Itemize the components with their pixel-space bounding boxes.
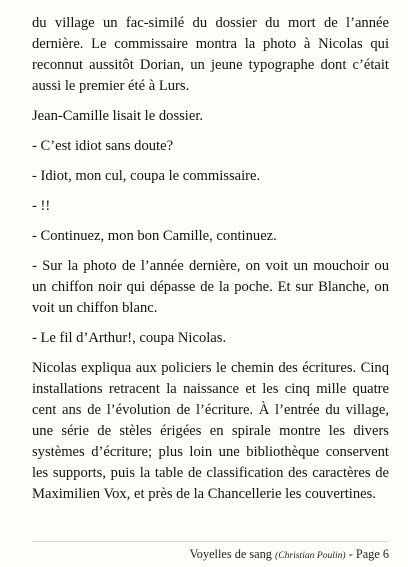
dialogue-line: - !! xyxy=(32,198,51,214)
page-number: - Page 6 xyxy=(348,547,389,561)
dialogue-line: - Continuez, mon bon Camille, continuez. xyxy=(32,228,277,244)
dialogue-line: - C’est idiot sans doute? xyxy=(32,138,174,154)
dialogue-line: - Le fil d’Arthur!, coupa Nicolas. xyxy=(32,330,227,346)
dialogue-line: - Idiot, mon cul, coupa le commissaire. xyxy=(32,168,261,184)
paragraph: du village un fac-similé du dossier du mort de l’année dernière. Le commissaire montra la photo à Nicolas qui reconnut aussitôt Dorian, un jeune typographe dont c’était aussi le premier été à Lurs. xyxy=(32,15,389,94)
page-footer xyxy=(190,547,390,563)
footer-divider xyxy=(32,541,389,542)
book-title: Voyelles de sang xyxy=(189,547,272,561)
paragraph: Jean-Camille lisait le dossier. xyxy=(32,108,204,124)
dialogue-line: - Sur la photo de l’année dernière, on voit un mouchoir ou un chiffon noir qui dépasse de la poche. Et sur Blanche, on voit un chiffon blanc. xyxy=(32,258,389,316)
author-name: (Christian Poulin) xyxy=(275,550,346,561)
page-body xyxy=(32,13,389,514)
paragraph: Nicolas expliqua aux policiers le chemin des écritures. Cinq installations retracent la naissance et les cinq mille quatre cent ans de l’évolution de l’écriture. À l’entrée du village, une série de stèles érigées en spirale montre les divers systèmes d’écriture; plus loin une bibliothèque conservent les supports, puis la table de classification des caractères de Maximilien Vox, et près de la Chancellerie les couvertines. xyxy=(32,360,389,502)
